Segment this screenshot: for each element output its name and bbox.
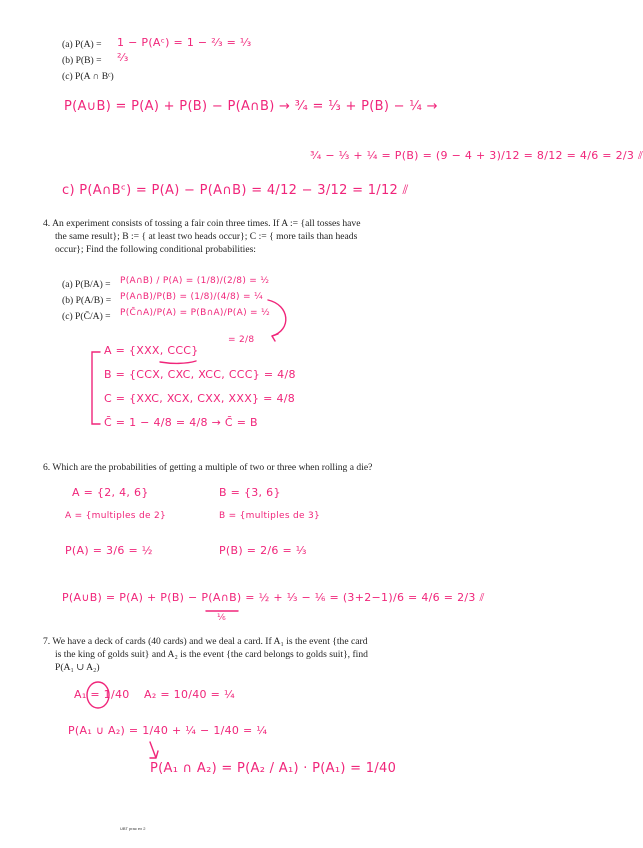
q7-a2: A₂ = 10/40 = ¼ <box>144 688 235 701</box>
q6-pb: P(B) = 2/6 = ⅓ <box>219 544 307 557</box>
q7-line3: P(A₁ ∪ A₂) <box>55 662 100 673</box>
arrow-head-stroke <box>272 334 278 341</box>
q4-c-label: (c) P(C̄/A) = <box>62 311 111 322</box>
q7-line2: is the king of golds suit} and A₂ is the event {the card belongs to golds suit}, find <box>55 649 368 660</box>
q4-a-handwriting: P(A∩B) / P(A) = (1/8)/(2/8) = ½ <box>120 276 270 286</box>
q4-a-label: (a) P(B/A) = <box>62 279 111 290</box>
q7-arrow-stroke <box>150 742 158 758</box>
q7-union: P(A₁ ∪ A₂) = 1/40 + ¼ − 1/40 = ¼ <box>68 724 268 737</box>
q6-a-desc: A = {multiples de 2} <box>65 511 167 521</box>
page-footer: UBT prac ex 2 <box>120 826 146 831</box>
union-formula: P(A∪B) = P(A) + P(B) − P(A∩B) → ³⁄₄ = ⅓ + P(B) − ¼ → <box>64 99 438 114</box>
top-c-label: (c) P(A ∩ Bᶜ) <box>62 71 114 82</box>
q6-set-a: A = {2, 4, 6} <box>72 486 149 499</box>
q4-c-handwriting: P(C̄∩A)/P(A) = P(B∩A)/P(A) = ½ <box>120 308 271 318</box>
q4-b-label: (b) P(A/B) = <box>62 295 112 306</box>
bracket-stroke <box>92 352 100 424</box>
q7-intersection: P(A₁ ∩ A₂) = P(A₂ / A₁) · P(A₁) = 1/40 <box>150 761 397 776</box>
q6-set-b: B = {3, 6} <box>219 486 281 499</box>
top-a-label: (a) P(A) = <box>62 39 102 50</box>
q6-b-desc: B = {multiples de 3} <box>219 511 321 521</box>
q6-intersection-value: ⅙ <box>217 613 227 623</box>
top-b-label: (b) P(B) = <box>62 55 102 66</box>
q7-line1: 7. We have a deck of cards (40 cards) and we deal a card. If A₁ is the event {the card <box>43 636 368 647</box>
q4-c-extra: = 2/8 <box>228 335 255 345</box>
top-b-handwriting: ²⁄₃ <box>117 51 129 64</box>
solve-pb-line: ³⁄₄ − ⅓ + ¼ = P(B) = (9 − 4 + 3)/12 = 8/12 = 4/6 = 2/3 ⫽ <box>310 149 643 162</box>
set-b: B = {CCX, CXC, XCC, CCC} = 4/8 <box>104 368 296 381</box>
q4-line2: the same result}; B := { at least two heads occur}; C := { more tails than heads <box>55 231 358 242</box>
c-answer: c) P(A∩Bᶜ) = P(A) − P(A∩B) = 4/12 − 3/12 = 1/12 ⫽ <box>62 183 409 198</box>
set-a: A = {XXX, CCC} <box>104 344 199 357</box>
q4-line1: 4. An experiment consists of tossing a fair coin three times. If A := {all tosses have <box>43 218 361 229</box>
q6-union: P(A∪B) = P(A) + P(B) − P(A∩B) = ½ + ⅓ − ⅙ = (3+2−1)/6 = 4/6 = 2/3 ⫽ <box>62 591 485 604</box>
q7-a1: A₁ = 1/40 <box>74 688 130 701</box>
q6-question: 6. Which are the probabilities of getting a multiple of two or three when rolling a die? <box>43 462 373 473</box>
top-a-handwriting: 1 − P(Aᶜ) = 1 − ²⁄₃ = ¹⁄₃ <box>117 36 252 49</box>
underline-stroke <box>160 361 196 363</box>
set-c: C = {XXC, XCX, CXX, XXX} = 4/8 <box>104 392 296 405</box>
q4-line3: occur}; Find the following conditional probabilities: <box>55 244 256 255</box>
q4-b-handwriting: P(A∩B)/P(B) = (1/8)/(4/8) = ¼ <box>120 292 264 302</box>
curved-arrow-stroke <box>268 300 286 336</box>
c-complement: C̄ = 1 − 4/8 = 4/8 → C̄ = B <box>104 416 258 429</box>
q6-pa: P(A) = 3/6 = ½ <box>65 544 153 557</box>
